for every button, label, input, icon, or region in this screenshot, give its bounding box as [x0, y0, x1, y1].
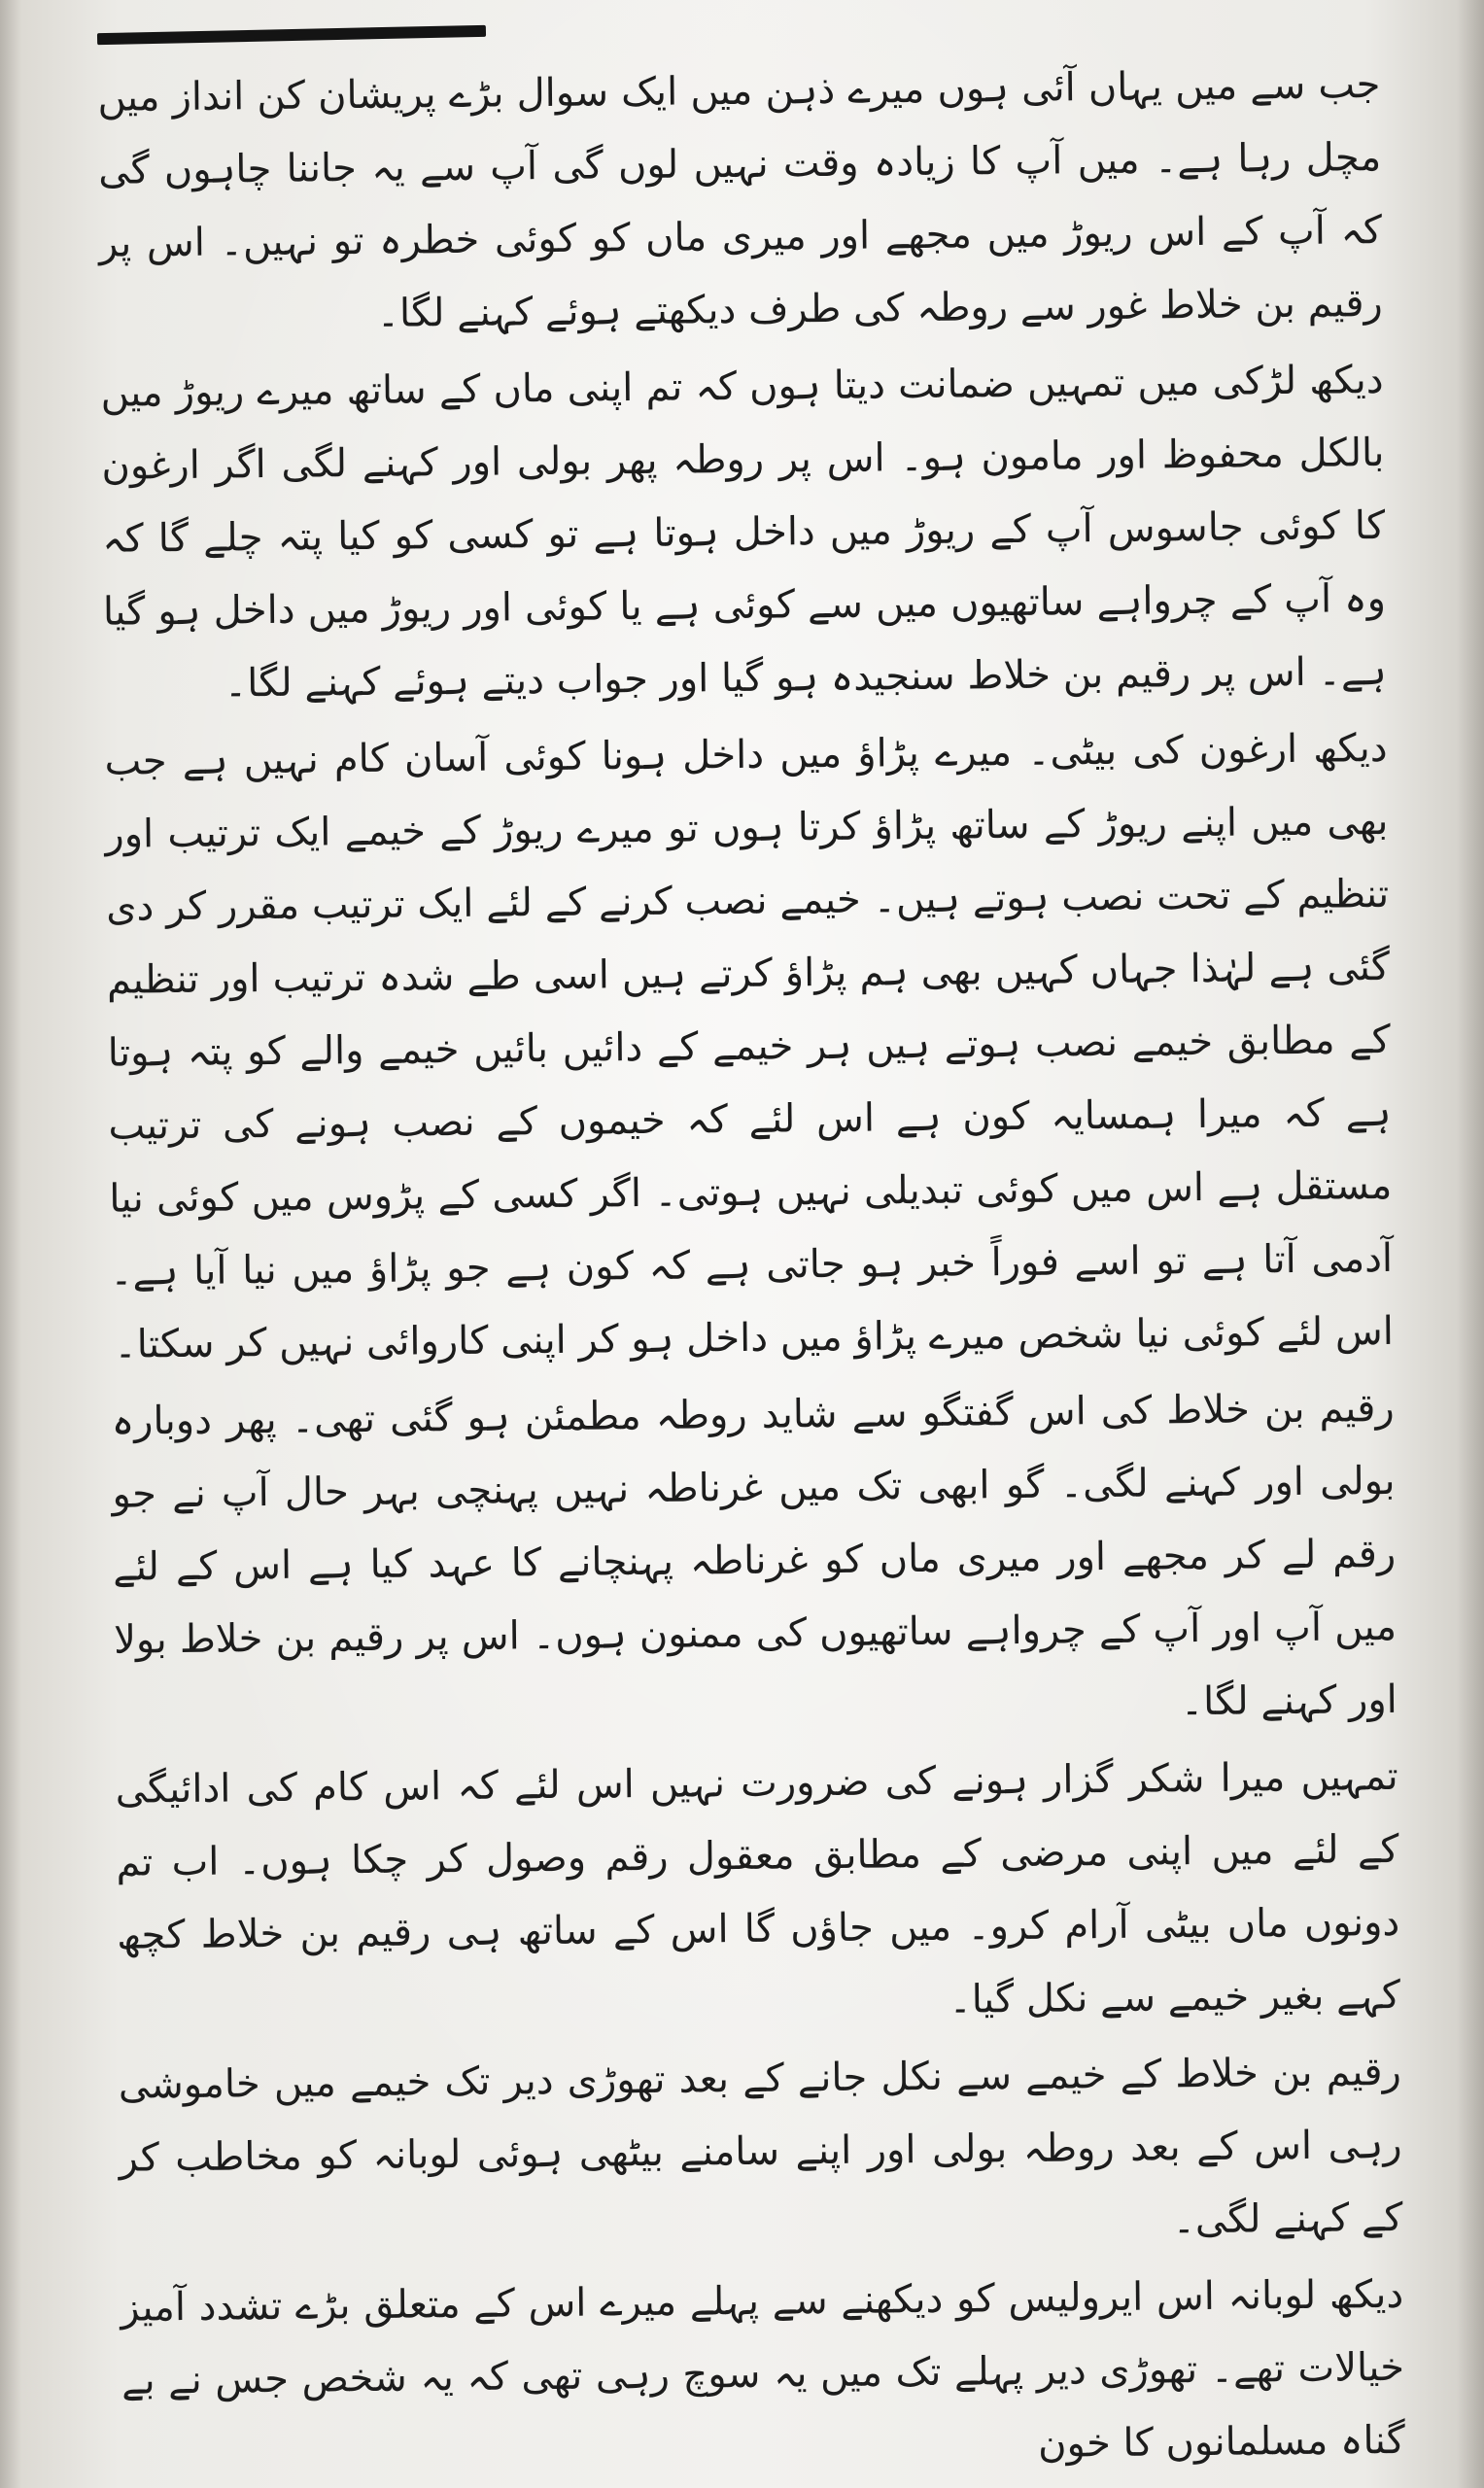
paragraph-4: رقیم بن خلاط کی اس گفتگو سے شاید روطہ مطمئن ہو گئی تھی۔ پھر دوبارہ بولی اور کہنے لگی۔ گو ابھی تک میں غرناطہ نہیں پہنچی بہر حال آپ نے جو رقم لے کر مجھے اور میری ماں کو غرناطہ پہنچانے کا عہد کیا ہے اس کے لئے میں آپ اور آپ کے چرواہے ساتھیوں کی ممنون ہوں۔ اس پر رقیم بن خلاط بولا اور کہنے لگا۔: [111, 1385, 1398, 1725]
page-shadow-left: [0, 0, 21, 2488]
header-rule: [97, 25, 486, 45]
page-body-text: [97, 49, 1405, 2488]
paragraph-5: تمہیں میرا شکر گزار ہونے کی ضرورت نہیں اس لئے کہ اس کام کی ادائیگی کے لئے میں اپنی مرضی کے مطابق معقول رقم وصول کر چکا ہوں۔ اب تم دونوں ماں بیٹی آرام کرو۔ میں جاؤں گا اس کے ساتھ ہی رقیم بن خلاط کچھ کہے بغیر خیمے سے نکل گیا۔: [115, 1753, 1401, 2022]
paragraph-6: رقیم بن خلاط کے خیمے سے نکل جانے کے بعد تھوڑی دیر تک خیمے میں خاموشی رہی اس کے بعد روطہ بولی اور اپنے سامنے بیٹھی ہوئی لوبانہ کو مخاطب کر کے کہنے لگی۔: [118, 2049, 1403, 2243]
paragraph-2: دیکھ لڑکی میں تمہیں ضمانت دیتا ہوں کہ تم اپنی ماں کے ساتھ میرے ریوڑ میں بالکل محفوظ اور مامون ہو۔ اس پر روطہ پھر بولی اور کہنے لگی اگر ارغون کا کوئی جاسوس آپ کے ریوڑ میں داخل ہوتا ہے تو کسی کو کیا پتہ چلے گا کہ وہ آپ کے چرواہے ساتھیوں میں سے کوئی ہے یا کوئی اور ریوڑ میں داخل ہو گیا ہے۔ اس پر رقیم بن خلاط سنجیدہ ہو گیا اور جواب دیتے ہوئے کہنے لگا۔: [100, 357, 1387, 707]
page-shadow-right: [1457, 0, 1484, 2488]
paragraph-7: دیکھ لوبانہ اس ایرولیس کو دیکھنے سے پہلے میرے اس کے متعلق بڑے تشدد آمیز خیالات تھے۔ تھوڑی دیر پہلے تک میں یہ سوچ رہی تھی کہ یہ شخص جس نے بے گناہ مسلمانوں کا خون: [121, 2271, 1406, 2467]
paragraph-1: جب سے میں یہاں آئی ہوں میرے ذہن میں ایک سوال بڑے پریشان کن انداز میں مچل رہا ہے۔ میں آپ کا زیادہ وقت نہیں لوں گی آپ سے یہ جاننا چاہوں گی کہ آپ کے اس ریوڑ میں مجھے اور میری ماں کو کوئی خطرہ تو نہیں۔ اس پر رقیم بن خلاط غور سے روطہ کی طرف دیکھتے ہوئے کہنے لگا۔: [97, 61, 1383, 336]
paragraph-3: دیکھ ارغون کی بیٹی۔ میرے پڑاؤ میں داخل ہونا کوئی آسان کام نہیں ہے جب بھی میں اپنے ریوڑ کے ساتھ پڑاؤ کرتا ہوں تو میرے ریوڑ کے خیمے ایک ترتیب اور تنظیم کے تحت نصب ہوتے ہیں۔ خیمے نصب کرنے کے لئے ایک ترتیب مقرر کر دی گئی ہے لہٰذا جہاں کہیں بھی ہم پڑاؤ کرتے ہیں اسی طے شدہ ترتیب اور تنظیم کے مطابق خیمے نصب ہوتے ہیں ہر خیمے کے دائیں بائیں خیمے والے کو پتہ ہوتا ہے کہ میرا ہمسایہ کون ہے اس لئے کہ خیموں کے نصب ہونے کی ترتیب مستقل ہے اس میں کوئی تبدیلی نہیں ہوتی۔ اگر کسی کے پڑوس میں کوئی نیا آدمی آتا ہے تو اسے فوراً خبر ہو جاتی ہے کہ کون ہے جو پڑاؤ میں نیا آیا ہے۔ اس لئے کوئی نیا شخص میرے پڑاؤ میں داخل ہو کر اپنی کاروائی نہیں کر سکتا۔: [104, 725, 1395, 1367]
